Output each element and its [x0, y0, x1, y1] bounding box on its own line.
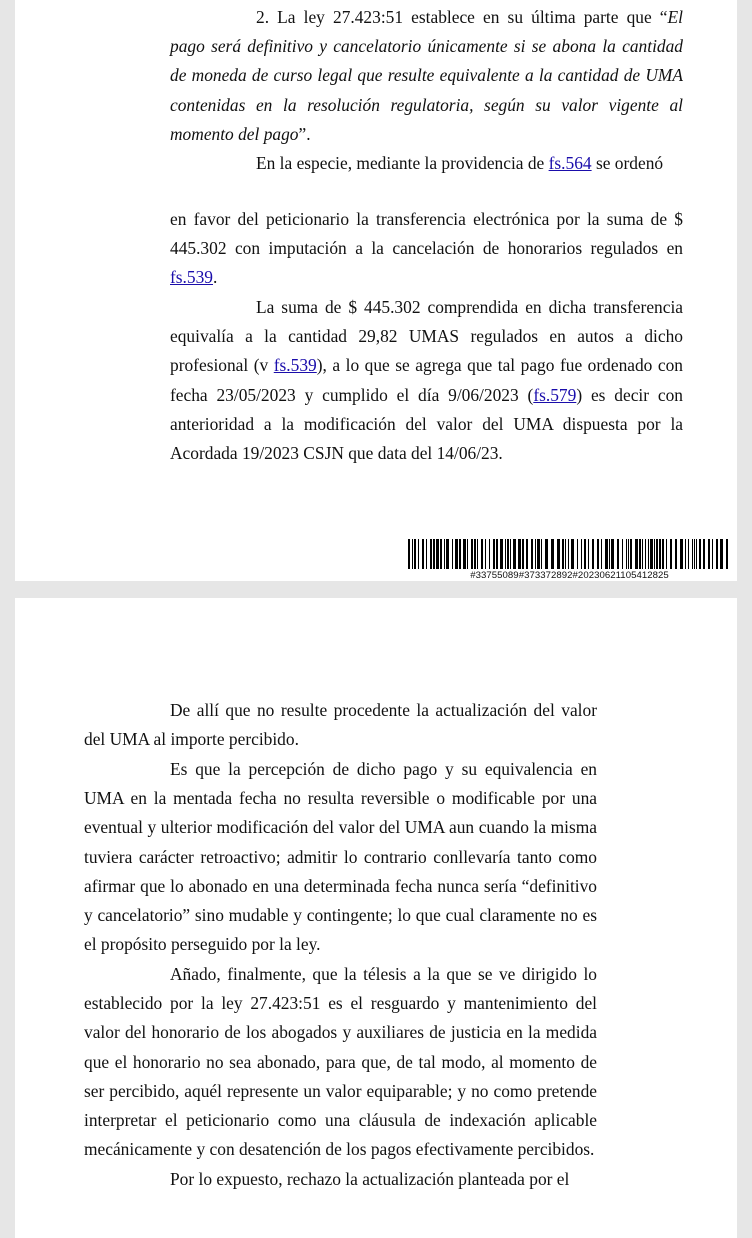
barcode [408, 539, 731, 569]
barcode-bar [581, 539, 582, 569]
barcode-number: #33755089#373372892#20230621105412825 [470, 570, 669, 581]
barcode-bar [505, 539, 506, 569]
barcode-bar [662, 539, 664, 569]
paragraph-suma [170, 293, 683, 468]
barcode-bar [412, 539, 413, 569]
barcode-bar [493, 539, 495, 569]
barcode-bar [444, 539, 445, 569]
barcode-bar [510, 539, 511, 569]
barcode-bar [694, 539, 695, 569]
barcode-bar [513, 539, 516, 569]
barcode-bar [716, 539, 718, 569]
barcode-bar [622, 539, 623, 569]
barcode-bar [496, 539, 498, 569]
paragraph-ley-27423 [170, 3, 683, 149]
barcode-bar [639, 539, 641, 569]
link-fs-579[interactable]: fs.579 [533, 384, 577, 405]
link-fs-539[interactable]: fs.539 [170, 267, 213, 288]
barcode-bar [537, 539, 540, 569]
barcode-bar [485, 539, 486, 569]
barcode-bar [557, 539, 560, 569]
barcode-bar [531, 539, 533, 569]
paragraph-text: En la especie, mediante la providencia de [256, 153, 549, 173]
barcode-bar [430, 539, 432, 569]
barcode-bar [670, 539, 672, 569]
barcode-bar [408, 539, 410, 569]
barcode-bar [650, 539, 653, 569]
barcode-bar [592, 539, 594, 569]
barcode-bar [422, 539, 424, 569]
barcode-bar [642, 539, 643, 569]
barcode-bar [522, 539, 524, 569]
barcode-bar [699, 539, 701, 569]
barcode-bar [518, 539, 521, 569]
paragraph-text: ), a lo que se agrega que tal pago fue ordenado con fecha 23/05/2023 y cumplido el día 9/06/2023 ( [170, 355, 683, 405]
barcode-bar [577, 539, 578, 569]
barcode-bar [708, 539, 710, 569]
barcode-bar [545, 539, 548, 569]
barcode-bar [541, 539, 542, 569]
barcode-bar [645, 539, 646, 569]
barcode-bar [481, 539, 483, 569]
barcode-bar [440, 539, 442, 569]
barcode-bar [426, 539, 427, 569]
barcode-bar [688, 539, 689, 569]
barcode-bar [659, 539, 661, 569]
paragraph-text: se ordenó [591, 153, 664, 173]
barcode-bar [418, 539, 419, 569]
barcode-bar [666, 539, 667, 569]
barcode-bar [712, 539, 713, 569]
barcode-bar [500, 539, 503, 569]
document-page-2 [15, 598, 737, 1238]
paragraph-text: en favor del peticionario la transferencia electrónica por la suma de $ 445.302 con imputación a la cancelación de honorarios regulados en [170, 209, 683, 259]
barcode-bar [630, 539, 632, 569]
link-fs-539[interactable]: fs.539 [273, 355, 317, 376]
paragraph-percepcion: Es que la percepción de dicho pago y su equivalencia en UMA en la mentada fecha no resulta reversible o modificable por una eventual y ulterior modificación del valor del UMA aun cuando la misma tuviera carácter retroactivo; admitir lo contrario conllevaría tanto como afirmar que lo abonado en una determinada fecha nunca sería “definitivo y cancelatorio” sino mudable y contingente; lo que cual claramente no es el propósito perseguido por la ley. [84, 759, 597, 955]
barcode-bar [656, 539, 658, 569]
barcode-bar [685, 539, 686, 569]
barcode-bar [675, 539, 677, 569]
barcode-bar [565, 539, 566, 569]
paragraph-text: 2. La ley 27.423:51 establece en su última parte que “ [256, 7, 668, 27]
barcode-bar [617, 539, 619, 569]
barcode-bar [551, 539, 554, 569]
barcode-bar [703, 539, 705, 569]
barcode-bar [526, 539, 528, 569]
barcode-bar [626, 539, 627, 569]
barcode-bar [726, 539, 728, 569]
quoted-text: El pago será definitivo y cancelatorio únicamente si se abona la cantidad de moneda de curso legal que resulte equivalente a la cantidad de UMA contenidas en la resolución regulatoria, según su valor vigente al momento del pago [170, 7, 683, 144]
barcode-bar [452, 539, 453, 569]
barcode-bar [696, 539, 697, 569]
barcode-bar [680, 539, 683, 569]
barcode-bar [648, 539, 649, 569]
barcode-bar [433, 539, 435, 569]
paragraph-text: . [213, 267, 218, 288]
barcode-bar [467, 539, 468, 569]
paragraph-por-lo-expuesto: Por lo expuesto, rechazo la actualización planteada por el [170, 1169, 570, 1189]
barcode-bar [720, 539, 723, 569]
paragraph-text: La suma de $ 445.302 comprendida en dicha transferencia equivalía a la cantidad 29,82 UMAS regulados en autos a dicho profesional (v [170, 297, 683, 376]
barcode-bar [562, 539, 564, 569]
barcode-bar [609, 539, 610, 569]
barcode-bar [654, 539, 655, 569]
barcode-bar [628, 539, 629, 569]
barcode-bar [414, 539, 416, 569]
barcode-bar [455, 539, 458, 569]
paragraph-providencia [170, 149, 683, 178]
barcode-bar [471, 539, 473, 569]
barcode-bar [507, 539, 509, 569]
paragraph-no-procedente: De allí que no resulte procedente la actualización del valor del UMA al importe percibido. [84, 700, 597, 750]
barcode-bar [477, 539, 478, 569]
paragraph-telesis: Añado, finalmente, que la télesis a la que se ve dirigido lo establecido por la ley 27.423:51 es el resguardo y mantenimiento del valor del honorario de los abogados y auxiliares de justicia en la medida que el honorario no sea abonado, para que, de tal modo, al momento de ser percibido, aquél represente un valor equiparable; y no como pretende interpretar el peticionario como una cláusula de indexación aplicable mecánicamente y con desatención de los pagos efectivamente percibidos. [84, 964, 597, 1160]
barcode-bar [436, 539, 439, 569]
barcode-bar [601, 539, 602, 569]
barcode-bar [463, 539, 466, 569]
paragraph-transferencia [170, 205, 683, 293]
barcode-bar [489, 539, 490, 569]
barcode-bar [605, 539, 608, 569]
paragraph-text: ”. [298, 123, 311, 144]
barcode-bar [535, 539, 536, 569]
barcode-bar [584, 539, 586, 569]
link-fs-564[interactable]: fs.564 [548, 153, 592, 173]
barcode-bar [588, 539, 589, 569]
barcode-bar [474, 539, 476, 569]
barcode-bar [635, 539, 638, 569]
paragraph-text: ) es decir con anterioridad a la modificación del valor del UMA dispuesta por la Acordada 19/2023 CSJN que data del 14/06/23. [170, 384, 683, 464]
barcode-bar [597, 539, 599, 569]
document-page-1 [15, 0, 737, 581]
barcode-bar [568, 539, 569, 569]
barcode-bar [446, 539, 449, 569]
barcode-bar [692, 539, 693, 569]
barcode-bar [459, 539, 461, 569]
barcode-bar [611, 539, 614, 569]
barcode-bar [571, 539, 574, 569]
